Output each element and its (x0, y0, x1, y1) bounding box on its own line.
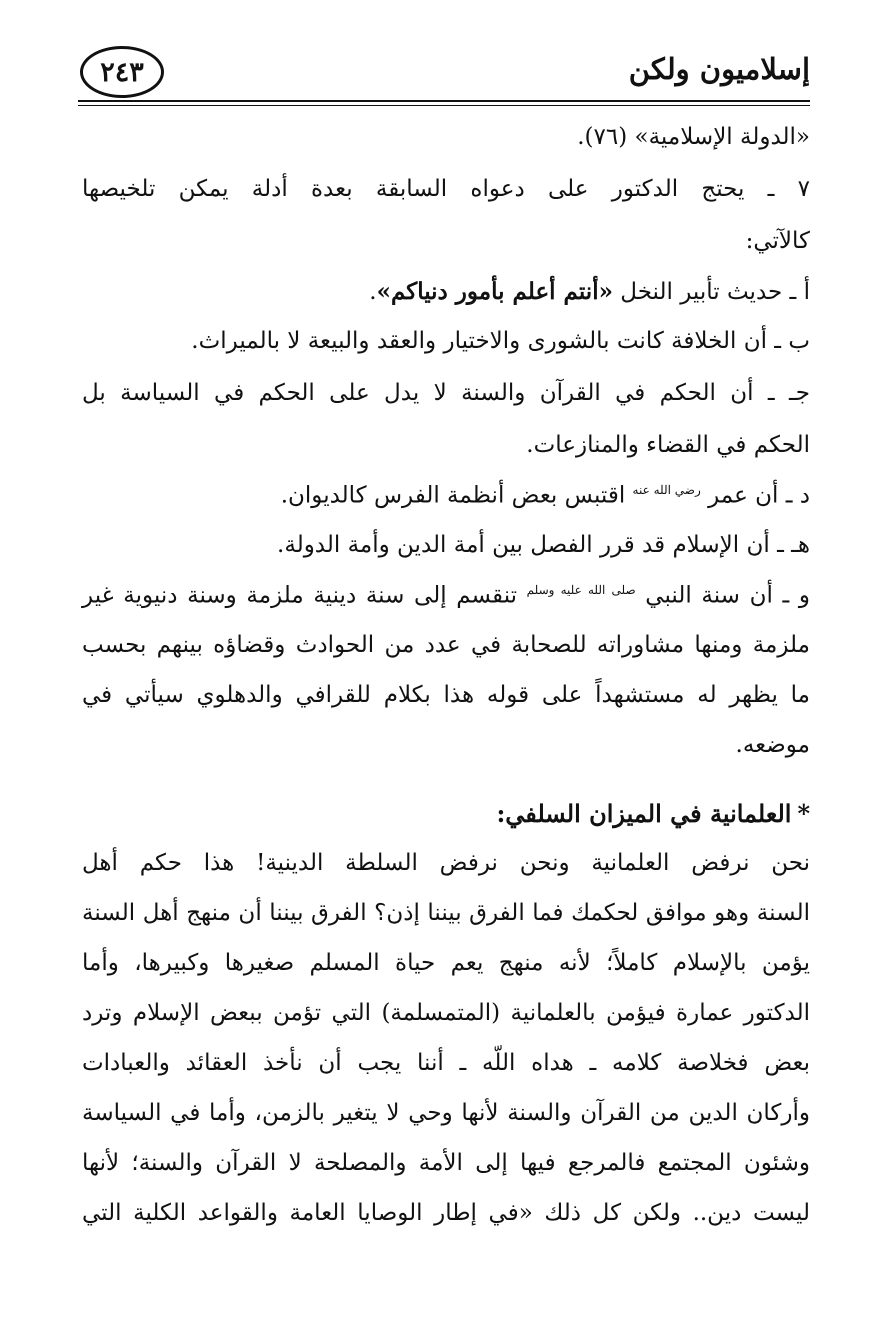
hadith-quote: «أنتم أعلم بأمور دنياكم» (376, 278, 613, 305)
list-item-text: و ـ أن سنة النبي (635, 582, 810, 609)
paragraph-line: السنة وهو موافق لحكمك فما الفرق بيننا إذن؟ الفرق بيننا أن منهج أهل السنة (82, 900, 810, 926)
text-line: ملزمة ومنها مشاوراته للصحابة في عدد من الحوادث وقضاؤه بينهم بحسب (82, 632, 810, 658)
paragraph-line: وأركان الدين من القرآن والسنة لأنها وحي لا يتغير بالزمن، وأما في السياسة (82, 1100, 810, 1126)
text-line: كالآتي: (745, 228, 810, 254)
star-icon: * (797, 799, 810, 828)
paragraph-line: الدكتور عمارة فيؤمن بالعلمانية (المتمسلمة) التي تؤمن ببعض الإسلام وترد (82, 1000, 810, 1026)
text-line: موضعه. (735, 732, 810, 758)
text-line: ما يظهر له مستشهداً على قوله هذا بكلام للقرافي والدهلوي سيأتي في (82, 682, 810, 708)
honorific-ligature: رضي الله عنه (632, 483, 701, 497)
paragraph-line: ليست دين.. ولكن كل ذلك «في إطار الوصايا العامة والقواعد الكلية التي (82, 1200, 810, 1226)
section-heading-text: العلمانية في الميزان السلفي: (496, 799, 792, 828)
page-number: ٢٤٣ (80, 46, 164, 98)
list-item-text: اقتبس بعض أنظمة الفرس كالديوان. (280, 482, 633, 509)
paragraph-line: وشئون المجتمع فالمرجع فيها إلى الأمة والمصلحة لا القرآن والسنة؛ لأنها (82, 1150, 810, 1176)
list-item-text: تنقسم إلى سنة دينية ملزمة وسنة دنيوية غير (82, 582, 527, 609)
section-heading (82, 799, 810, 828)
list-item-d (82, 484, 810, 508)
paragraph-line: بعض فخلاصة كلامه ـ هداه اللّه ـ أننا يجب أن نأخذ العقائد والعبادات (82, 1050, 810, 1076)
paragraph-line: نحن نرفض العلمانية ونحن نرفض السلطة الدينية! هذا حكم أهل (82, 850, 810, 876)
list-item-a (82, 280, 810, 304)
honorific-ligature: صلى الله عليه وسلم (526, 583, 636, 597)
list-item-f (82, 584, 810, 608)
punctuation: . (369, 279, 377, 305)
running-title: إسلاميون ولكن (628, 52, 810, 86)
list-item-c: جـ ـ أن الحكم في القرآن والسنة لا يدل على الحكم في السياسة بل (82, 380, 810, 406)
header-rule (78, 100, 810, 102)
list-item-e: هـ ـ أن الإسلام قد قرر الفصل بين أمة الدين وأمة الدولة. (277, 532, 810, 558)
list-item-text: أ ـ حديث تأبير النخل (612, 279, 810, 305)
list-item-b: ب ـ أن الخلافة كانت بالشورى والاختيار والعقد والبيعة لا بالميراث. (191, 328, 810, 354)
list-item-text: د ـ أن عمر (700, 482, 810, 509)
text-line: الحكم في القضاء والمنازعات. (526, 432, 810, 458)
header-rule-thin (78, 105, 810, 106)
paragraph-line: يؤمن بالإسلام كاملاً؛ لأنه منهج يعم حياة المسلم صغيرها وكبيرها، وأما (82, 950, 810, 976)
text-line: «الدولة الإسلامية» (٧٦). (577, 124, 810, 150)
text-line: ٧ ـ يحتج الدكتور على دعواه السابقة بعدة أدلة يمكن تلخيصها (82, 176, 810, 202)
